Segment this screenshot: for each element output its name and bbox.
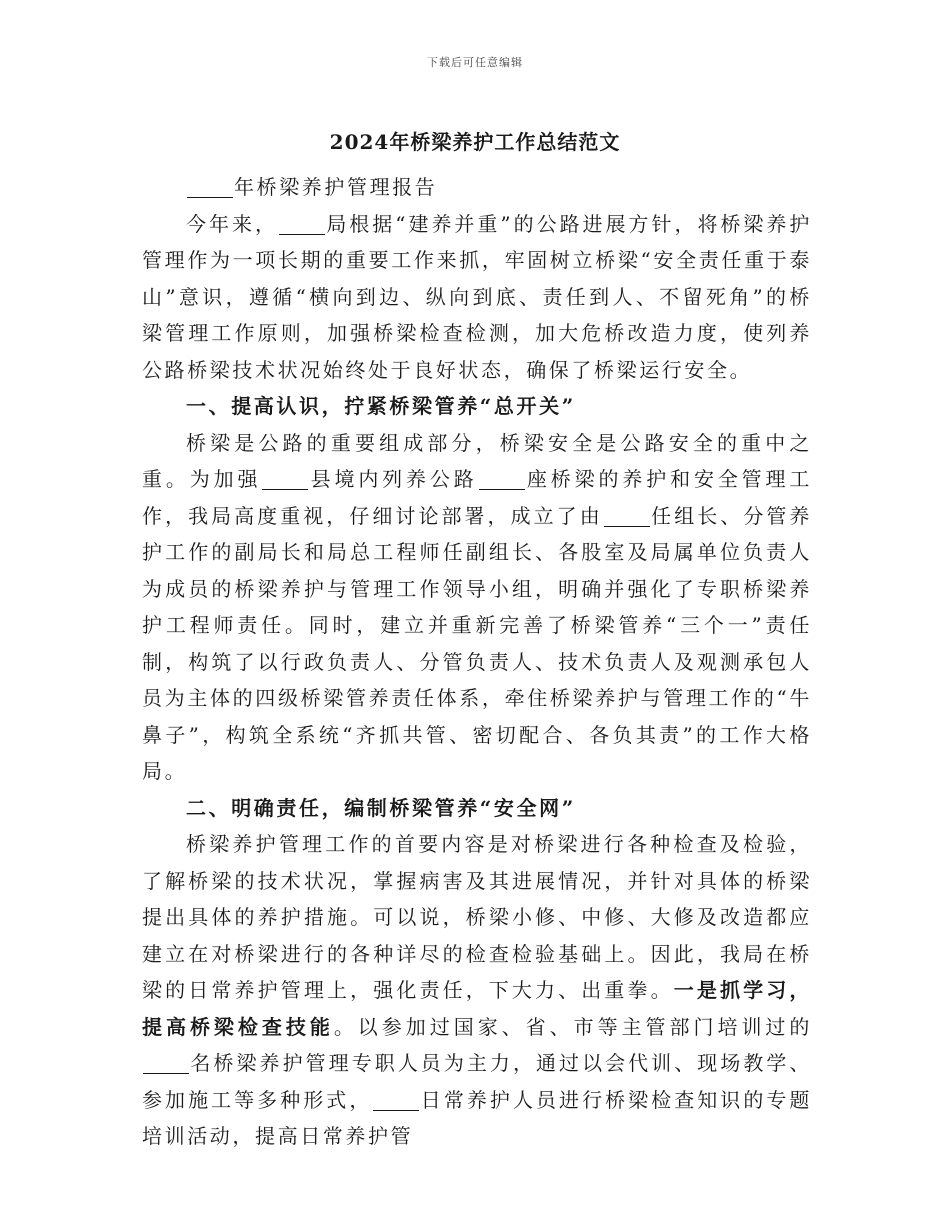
document-body bbox=[142, 169, 812, 1155]
paragraph-intro: 今年来， 局根据“建养并重”的公路进展方针，将桥梁养护管理作为一项长期的重要工作来抓，牢固树立桥梁“安全责任重于泰山”意识，遵循“横向到边、纵向到底、责任到人、不留死角”的桥梁管理工作原则，加强桥梁检查检测，加大危桥改造力度，使列养公路桥梁技术状况始终处于良好状态，确保了桥梁运行安全。 bbox=[142, 211, 812, 382]
bold-emphasis: 一是抓学习，提高桥梁检查技能 bbox=[142, 978, 812, 1039]
section-heading-2: 二、明确责任，编制桥梁管养“安全网” bbox=[186, 795, 576, 820]
report-subtitle: 年桥梁养护管理报告 bbox=[142, 169, 812, 206]
blank-line bbox=[143, 1053, 189, 1074]
blank-line bbox=[479, 469, 525, 490]
blank-line bbox=[373, 1090, 419, 1111]
blank-line bbox=[279, 214, 325, 235]
download-note: 下载后可任意编辑 bbox=[427, 56, 523, 69]
blank-line bbox=[187, 177, 233, 198]
paragraph-section-2: 桥梁养护管理工作的首要内容是对桥梁进行各种检查及检验，了解桥梁的技术状况，掌握病害及其进展情况，并针对具体的桥梁提出具体的养护措施。可以说，桥梁小修、中修、大修及改造都应建立在对桥梁进行的各种详尽的检查检验基础上。因此，我局在桥梁的日常养护管理上，强化责任，下大力、出重拳。一是抓学习，提高桥梁检查技能。以参加过国家、省、市等主管部门培训过的名桥梁养护管理专职人员为主力，通过以会代训、现场教学、参加施工等多种形式， 日常养护人员进行桥梁检查知识的专题培训活动，提高日常养护管 bbox=[142, 832, 813, 1148]
document-title: 2024年桥梁养护工作总结范文 bbox=[329, 130, 621, 154]
blank-line bbox=[262, 469, 308, 490]
paragraph-section-1: 桥梁是公路的重要组成部分，桥梁安全是公路安全的重中之重。为加强 县境内列养公路 座桥梁的养护和安全管理工作，我局高度重视，仔细讨论部署，成立了由 任组长、分管养护工作的副局长和局总工程师任副组长、各股室及局属单位负责人为成员的桥梁养护与管理工作领导小组，明确并强化了专职桥梁养护工程师责任。同时，建立并重新完善了桥梁管养“三个一”责任制，构筑了以行政负责人、分管负责人、技术负责人及观测承包人员为主体的四级桥梁管养责任体系，牵住桥梁养护与管理工作的“牛鼻子”，构筑全系统“齐抓共管、密切配合、各负其责”的工作大格局。 bbox=[142, 430, 813, 783]
section-heading-1: 一、提高认识，拧紧桥梁管养“总开关” bbox=[186, 394, 576, 418]
blank-line bbox=[604, 506, 650, 527]
